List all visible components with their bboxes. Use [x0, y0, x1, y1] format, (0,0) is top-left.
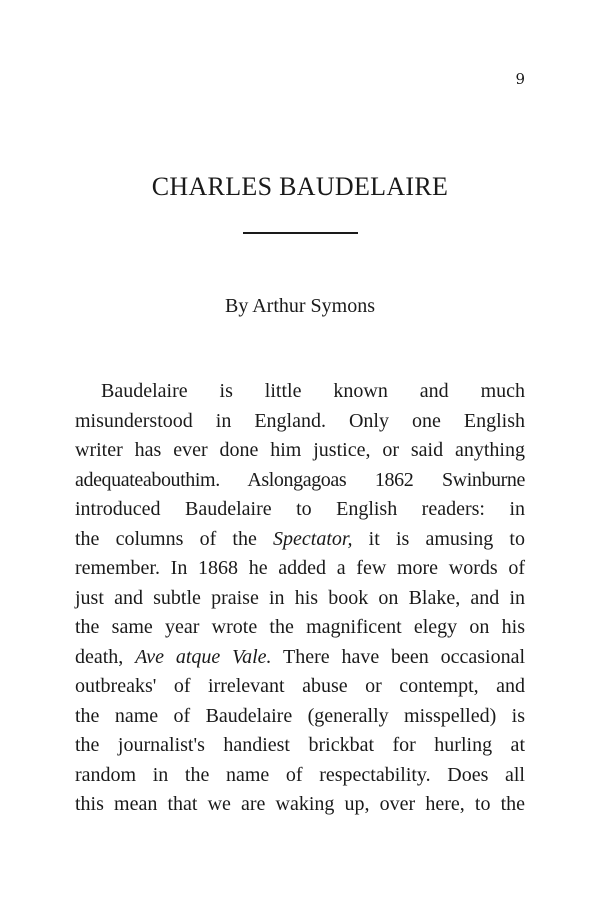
body-line: outbreaks' of irrelevant abuse or contempt, and — [75, 675, 525, 697]
body-line: Baudelaire is little known and much — [101, 380, 525, 402]
body-line-segment: it is amusing to — [352, 527, 525, 550]
body-line: adequateabouthim. Aslongagoas 1862 Swinburne — [75, 468, 525, 491]
body-line: the name of Baudelaire (generally misspelled) is — [75, 704, 525, 727]
chapter-title: CHARLES BAUDELAIRE — [151, 172, 449, 201]
poem-title: Ave atque Vale. — [135, 645, 272, 668]
author-byline: By Arthur Symons — [224, 295, 376, 317]
body-line: this mean that we are waking up, over here, to the — [75, 793, 525, 815]
body-line: the journalist's handiest brickbat for hurling at — [75, 734, 525, 756]
title-divider — [243, 232, 358, 234]
body-line: introduced Baudelaire to English readers: in — [75, 498, 525, 520]
body-line-segment: death, — [75, 645, 136, 668]
periodical-title: Spectator, — [273, 527, 353, 550]
body-line: the same year wrote the magnificent elegy on his — [75, 616, 525, 638]
body-line — [75, 643, 525, 673]
body-line — [75, 525, 525, 555]
body-line: just and subtle praise in his book on Blake, and in — [75, 586, 525, 609]
body-line-segment: the columns of the — [75, 527, 274, 550]
body-line-segment: There have been occasional — [271, 645, 526, 668]
body-line: misunderstood in England. Only one English — [75, 409, 525, 432]
body-paragraph — [75, 377, 525, 820]
body-line: remember. In 1868 he added a few more words of — [75, 557, 525, 579]
page-number: 9 — [515, 70, 525, 88]
body-line: writer has ever done him justice, or said anything — [75, 439, 525, 461]
body-line: random in the name of respectability. Does all — [75, 763, 525, 786]
